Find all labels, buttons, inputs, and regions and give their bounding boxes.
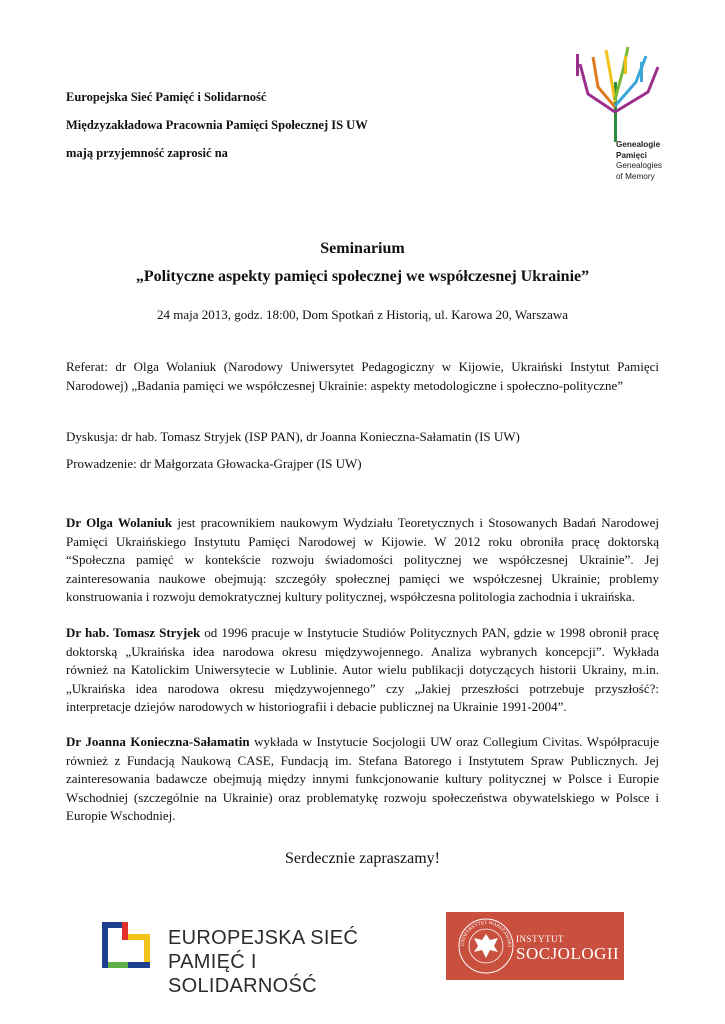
logo-title-pl-1: Genealogie	[616, 140, 661, 149]
logo-title-en-2: of Memory	[616, 171, 655, 181]
closing-line: Serdecznie zapraszamy!	[284, 850, 440, 867]
seal-text: UNIWERSYTET WARSZAWSKI	[460, 920, 512, 948]
invitation-intro: mają przyjemność zaprosić na	[66, 146, 228, 160]
bio-name: Dr Olga Wolaniuk	[66, 515, 173, 530]
inviter-ensp: Europejska Sieć Pamięć i Solidarność	[66, 90, 267, 104]
genealogies-of-memory-logo	[568, 42, 678, 192]
logo-title-pl-2: Pamięci	[616, 150, 647, 160]
ensp-mark-icon	[98, 918, 156, 972]
logo-title-en-1: Genealogies	[616, 161, 662, 170]
ensp-logo	[98, 918, 388, 997]
event-type: Seminarium	[320, 240, 405, 257]
bio-text: wykłada w Instytucie Socjologii UW oraz Collegium Civitas. Współpracuje również z Fundacją Naukową CASE, Fundacją im. Stefana Batorego i Instytutem Spraw Publicznych. Jej zainteresowania badawcze obejmują między innymi funkcjonowanie kultury politycznej w Polsce i Europie Wschodniej (szczególnie na Ukrainie) oraz problematykę rozwoju społeczeństwa obywatelskiego w Polsce i Europie Wschodniej.	[66, 734, 659, 823]
ensp-name-line1: EUROPEJSKA SIEĆ	[168, 927, 359, 949]
bio-text: od 1996 pracuje w Instytucie Studiów Politycznych PAN, gdzie w 1998 obronił pracę doktorską „Ukraińska idea narodowa okresu międzywojennego. Analiza wybranych koncepcji”. Wykłada również na Katolickim Uniwersytecie w Lublinie. Autor wielu publikacji dotyczących historii Ukrainy, m.in. „Ukraińska idea narodowa okresu międzywojennego” czy „Jakiej przeszłości potrzebuje przyszłość?: interpretacje dziejów narodowych w historiografii i debacie publicznej na Ukrainie 1991-2004”.	[66, 625, 659, 714]
program-prowadzenie: Prowadzenie: dr Małgorzata Głowacka-Grajper (IS UW)	[66, 456, 362, 471]
bio-name: Dr Joanna Konieczna-Sałamatin	[66, 734, 250, 749]
bio-konieczna	[66, 733, 659, 826]
uw-sociology-label: SOCJOLOGII	[516, 944, 620, 963]
uw-eagle-seal-icon	[456, 916, 516, 976]
bio-stryjek	[66, 624, 659, 717]
uw-institute-label: INSTYTUT	[516, 934, 564, 944]
bio-wolaniuk	[66, 514, 659, 607]
inviter-is-uw: Międzyzakładowa Pracownia Pamięci Społecznej IS UW	[66, 118, 368, 132]
ensp-name-line2: PAMIĘĆ I SOLIDARNOŚĆ	[168, 951, 317, 997]
bio-text: jest pracownikiem naukowym Wydziału Teoretycznych i Stosowanych Badań Narodowej Pamięci Ukraińskiego Instytutu Pamięci Narodowej w Kijowie. W 2012 roku obroniła pracę doktorską “Społeczna pamięć w kontekście rozwoju świadomości politycznej we współczesnej Ukrainie”. Jej zainteresowania naukowe obejmują: szczegóły społecznej pamięci we współczesnej Ukrainie; problemy konstruowania i rozwoju demokratycznej kultury politycznej, współczesna politologia zachodnia i ukraińska.	[66, 515, 660, 604]
program-dyskusja: Dyskusja: dr hab. Tomasz Stryjek (ISP PAN), dr Joanna Konieczna-Sałamatin (IS UW)	[66, 429, 520, 444]
program-referat: Referat: dr Olga Wolaniuk (Narodowy Uniwersytet Pedagogiczny w Kijowie, Ukraiński Instytut Pamięci Narodowej) „Badania pamięci we współczesnej Ukrainie: aspekty metodologiczne i społeczno-polityczne”	[66, 359, 659, 393]
event-details: 24 maja 2013, godz. 18:00, Dom Spotkań z Historią, ul. Karowa 20, Warszawa	[156, 307, 569, 322]
bio-name: Dr hab. Tomasz Stryjek	[66, 625, 201, 640]
event-title: „Polityczne aspekty pamięci społecznej we współczesnej Ukrainie”	[135, 268, 590, 285]
is-uw-logo	[446, 912, 624, 980]
